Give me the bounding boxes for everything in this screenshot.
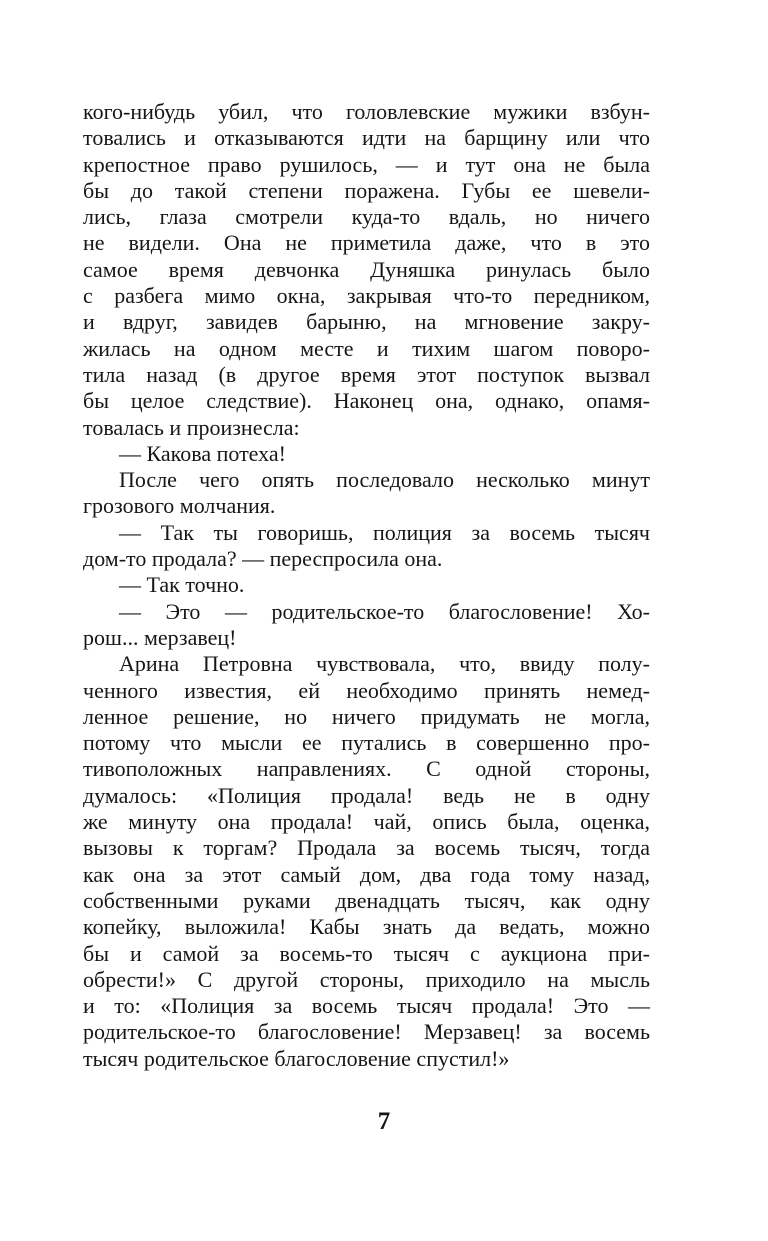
text-line: грозового молчания.: [83, 493, 276, 519]
text-line: лись, глаза смотрели куда-то вдаль, но ничего: [83, 204, 650, 230]
page-body-text: [83, 99, 650, 1072]
text-line: — Так ты говоришь, полиция за восемь тысяч: [119, 519, 650, 545]
text-line: тивоположных направлениях. С одной стороны,: [83, 756, 650, 782]
text-line: с разбега мимо окна, закрывая что-то передником,: [83, 283, 650, 309]
text-line: ленное решение, но ничего придумать не могла,: [83, 703, 650, 729]
text-line: — Это — родительское-то благословение! Хо-: [119, 598, 650, 624]
text-line: товались и отказываются идти на барщину или что: [83, 125, 650, 151]
text-line: кого-нибудь убил, что головлевские мужики взбун-: [83, 99, 650, 124]
text-line: дом-то продала? — переспросила она.: [83, 546, 443, 572]
text-line: товалась и произнесла:: [83, 414, 300, 440]
text-line: бы целое следствие). Наконец она, однако, опамя-: [83, 388, 650, 414]
text-line: жилась на одном месте и тихим шагом поворо-: [83, 335, 650, 361]
text-line: бы до такой степени поражена. Губы ее шевели-: [83, 177, 650, 203]
text-line: родительское-то благословение! Мерзавец! за восемь: [83, 1019, 650, 1045]
text-line: потому что мысли ее путались в совершенно про-: [83, 730, 650, 756]
text-line: собственными руками двенадцать тысяч, как одну: [83, 887, 650, 913]
text-line: вызовы к торгам? Продала за восемь тысяч, тогда: [83, 835, 650, 861]
text-line: копейку, выложила! Кабы знать да ведать, можно: [83, 914, 650, 940]
text-line: обрести!» С другой стороны, приходило на мысль: [83, 966, 650, 992]
text-line: рош... мерзавец!: [83, 624, 237, 650]
page-number: 7: [377, 1108, 391, 1135]
text-line: тила назад (в другое время этот поступок вызвал: [83, 361, 650, 387]
text-line: самое время девчонка Дуняшка ринулась было: [83, 256, 650, 282]
text-line: бы и самой за восемь-то тысяч с аукциона при-: [83, 940, 650, 966]
text-line: — Какова потеха!: [119, 440, 286, 466]
text-line: — Так точно.: [119, 572, 245, 598]
text-line: и то: «Полиция за восемь тысяч продала! Это —: [83, 993, 650, 1019]
text-line: Арина Петровна чувствовала, что, ввиду полу-: [119, 651, 650, 677]
text-line: тысяч родительское благословение спустил!»: [83, 1045, 510, 1071]
text-line: как она за этот самый дом, два года тому назад,: [83, 861, 650, 887]
text-line: думалось: «Полиция продала! ведь не в одну: [83, 782, 650, 808]
text-line: ченного известия, ей необходимо принять немед-: [83, 677, 650, 703]
text-line: После чего опять последовало несколько минут: [119, 467, 650, 493]
text-line: же минуту она продала! чай, опись была, оценка,: [83, 809, 650, 835]
text-line: и вдруг, завидев барыню, на мгновение закру-: [83, 309, 650, 335]
text-line: не видели. Она не приметила даже, что в это: [83, 230, 650, 256]
text-line: крепостное право рушилось, — и тут она не была: [83, 151, 650, 177]
